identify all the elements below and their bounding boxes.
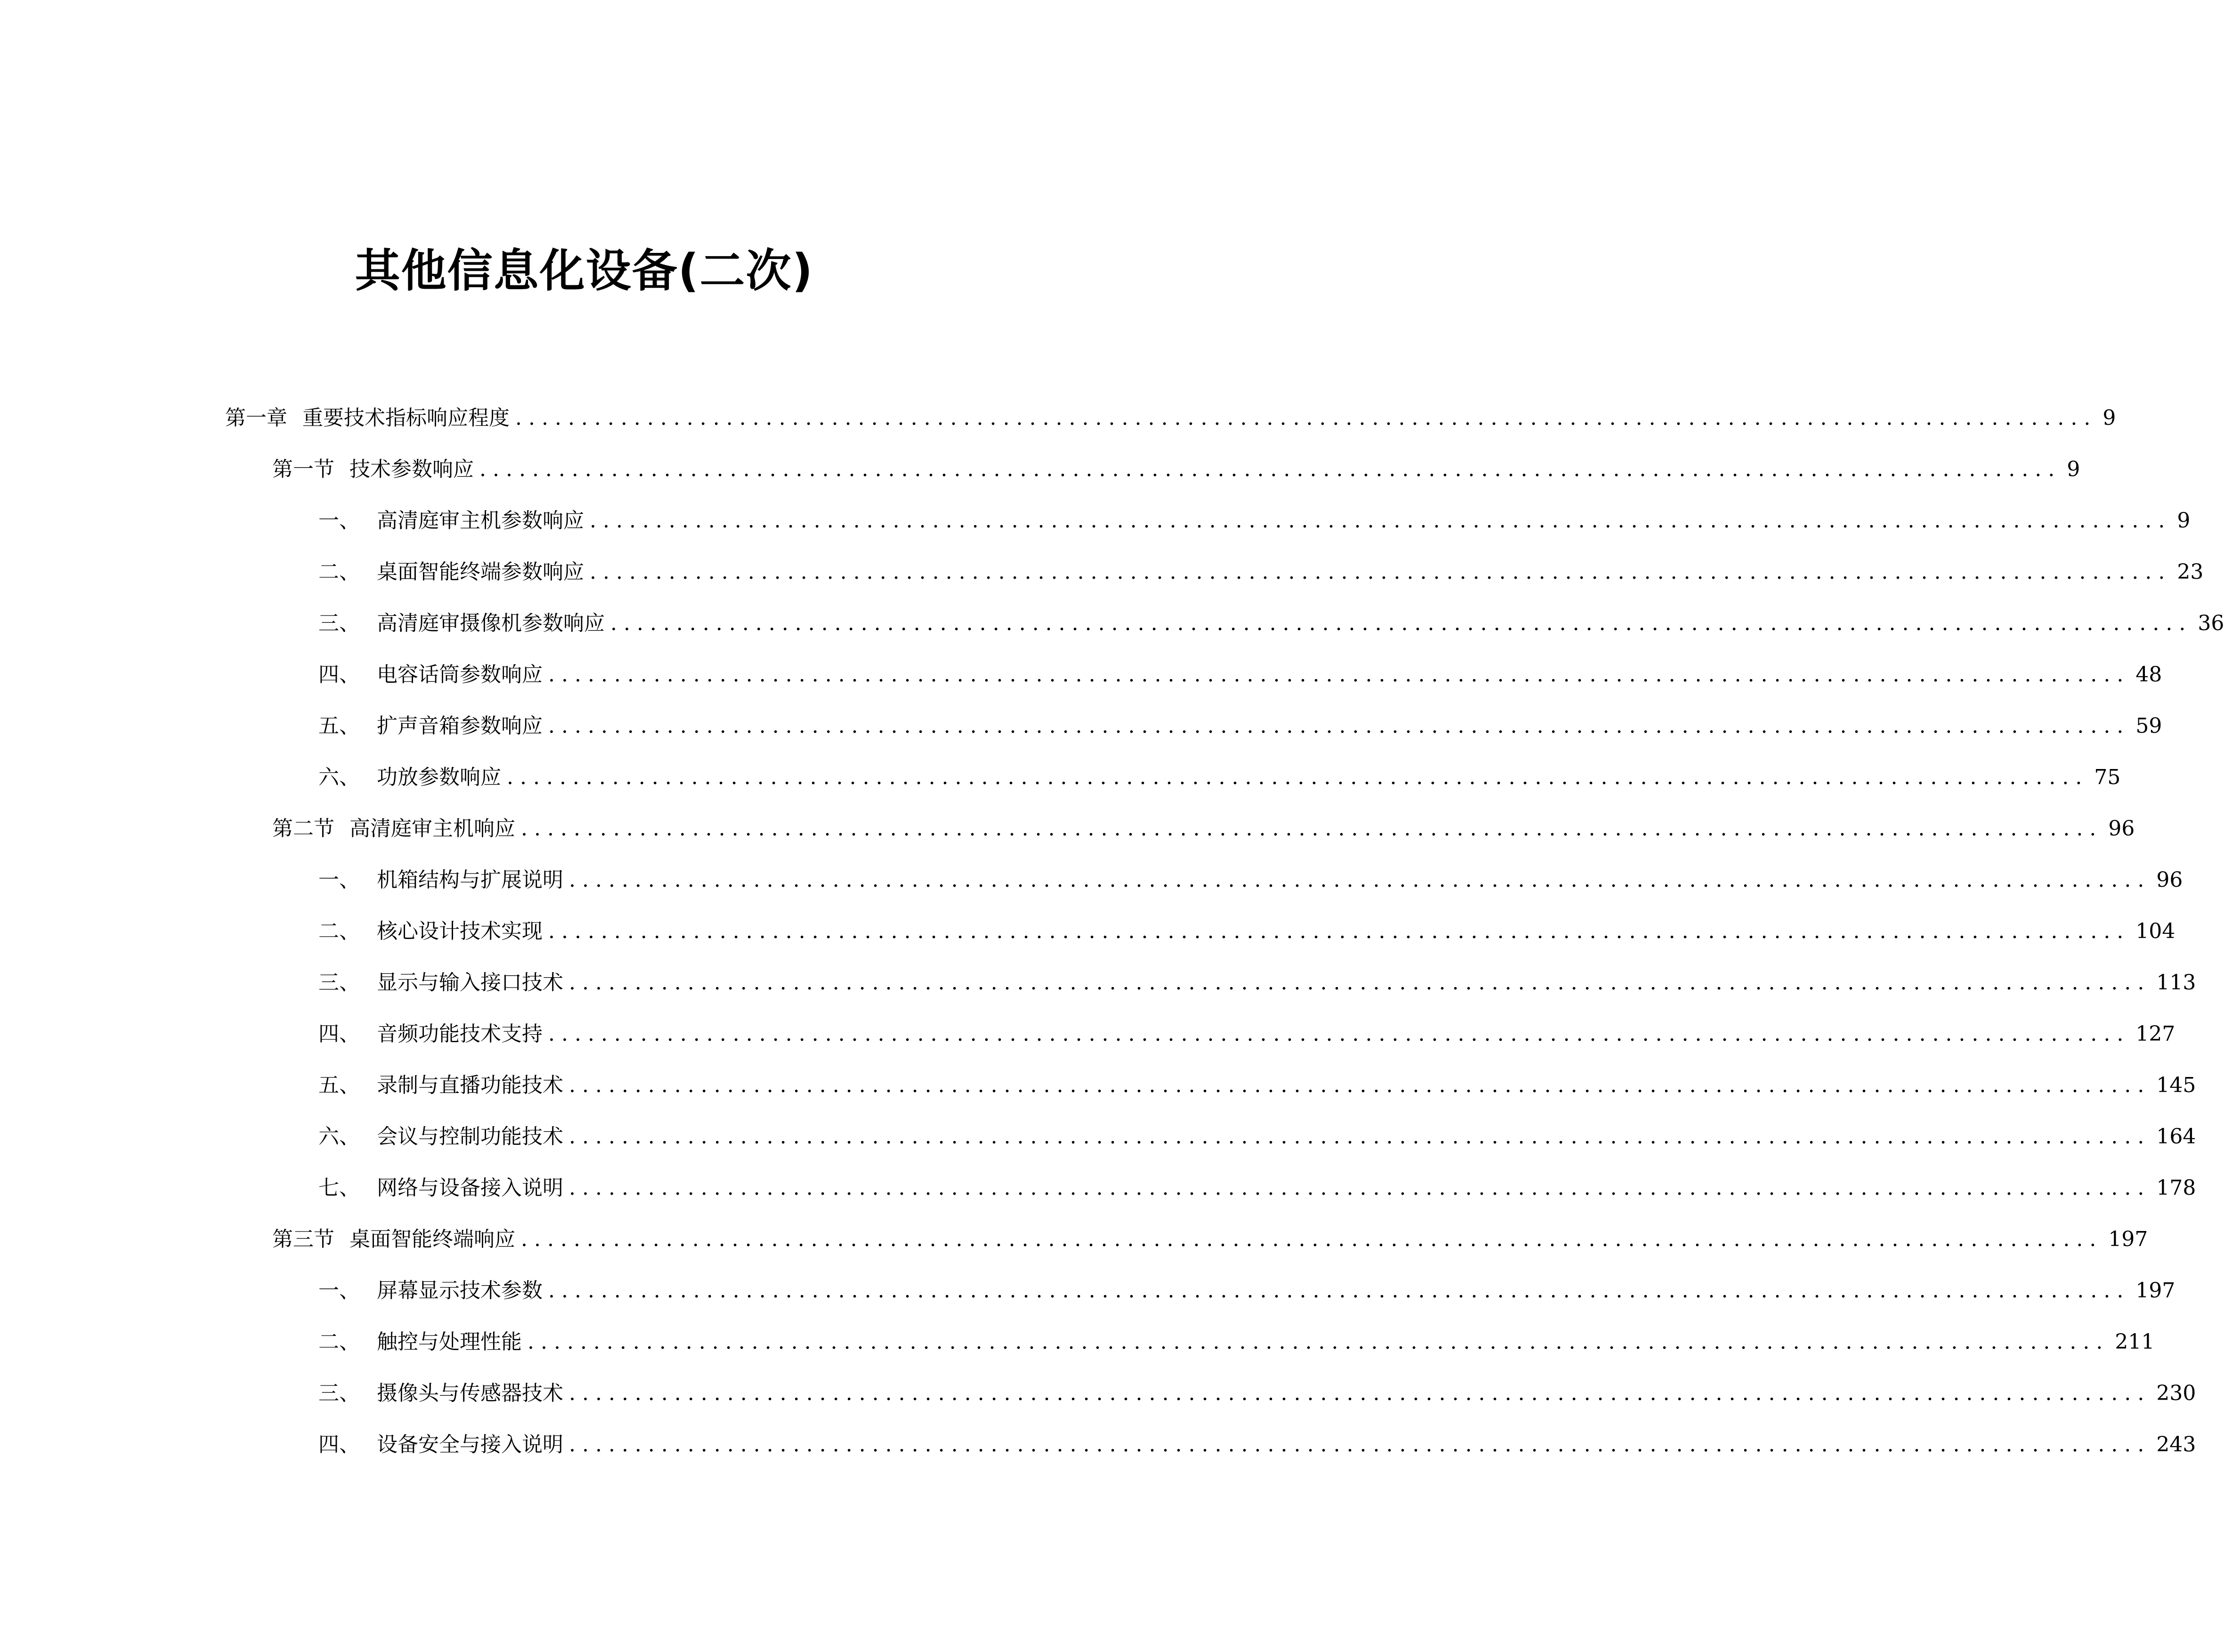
toc-leader: ........................................................................................................................ (528, 1330, 2110, 1354)
toc-page-number: 164 (2156, 1125, 2196, 1149)
toc-page-number: 9 (2177, 509, 2191, 533)
toc-page-number: 145 (2156, 1073, 2196, 1097)
toc-title: 显示与输入接口技术 (377, 971, 563, 995)
toc-leader: ........................................................................................................................ (479, 457, 2062, 481)
toc-title: 高清庭审主机响应 (349, 817, 515, 841)
toc-number: 六、 (318, 1125, 360, 1149)
toc-leader: ........................................................................................................................ (590, 509, 2172, 533)
toc-page-number: 197 (2135, 1279, 2175, 1303)
toc-item[interactable] (318, 704, 2162, 741)
toc-leader: ........................................................................................................................ (548, 663, 2130, 687)
toc-title: 高清庭审主机参数响应 (377, 509, 584, 533)
toc-number: 七、 (318, 1176, 360, 1200)
toc-page-number: 230 (2156, 1381, 2196, 1405)
toc-item[interactable] (318, 1371, 2196, 1409)
toc-title: 技术参数响应 (349, 457, 474, 481)
toc-leader: ........................................................................................................................ (521, 817, 2103, 841)
toc-title: 桌面智能终端响应 (349, 1227, 515, 1251)
toc-leader: ........................................................................................................................ (569, 1381, 2151, 1405)
toc-leader: ........................................................................................................................ (515, 406, 2097, 430)
toc-leader: ........................................................................................................................ (569, 1176, 2151, 1200)
toc-title: 会议与控制功能技术 (377, 1125, 563, 1149)
toc-title: 高清庭审摄像机参数响应 (377, 611, 605, 635)
toc-item[interactable] (318, 1114, 2196, 1152)
toc-page-number: 48 (2135, 663, 2162, 687)
toc-title: 网络与设备接入说明 (377, 1176, 563, 1200)
toc-item[interactable] (318, 1012, 2175, 1049)
toc-leader: ........................................................................................................................ (548, 919, 2130, 943)
toc-page-number: 211 (2115, 1330, 2155, 1354)
toc-leader: ........................................................................................................................ (569, 971, 2151, 995)
toc-item[interactable] (318, 1422, 2196, 1460)
toc-leader: ........................................................................................................................ (590, 560, 2172, 584)
toc-item[interactable] (318, 858, 2183, 895)
toc-page-number: 96 (2156, 868, 2183, 892)
toc-page-number: 36 (2198, 611, 2224, 635)
toc-title: 核心设计技术实现 (377, 919, 543, 943)
toc-number: 四、 (318, 1433, 360, 1457)
toc-leader: ........................................................................................................................ (521, 1227, 2103, 1251)
page-title: 其他信息化设备(二次) (355, 244, 814, 297)
toc-section-2[interactable] (272, 806, 2135, 844)
toc-title: 触控与处理性能 (377, 1330, 522, 1354)
toc-leader: ........................................................................................................................ (548, 1279, 2130, 1303)
toc-title: 电容话筒参数响应 (377, 663, 543, 687)
toc-section-3[interactable] (272, 1217, 2148, 1255)
toc-page-number: 59 (2135, 714, 2162, 738)
toc-leader: ........................................................................................................................ (569, 868, 2151, 892)
toc-item[interactable] (318, 960, 2196, 998)
toc-title: 音频功能技术支持 (377, 1022, 543, 1046)
toc-number: 四、 (318, 663, 360, 687)
toc-page-number: 9 (2102, 406, 2116, 430)
toc-chapter-1[interactable] (225, 396, 2116, 433)
toc-number: 三、 (318, 611, 360, 635)
toc-item[interactable] (318, 1166, 2196, 1203)
toc-page-number: 9 (2067, 457, 2080, 481)
toc-title: 录制与直播功能技术 (377, 1073, 563, 1097)
toc-number: 第二节 (272, 817, 334, 841)
toc-page-number: 243 (2156, 1433, 2196, 1457)
toc-leader: ........................................................................................................................ (569, 1125, 2151, 1149)
toc-title: 桌面智能终端参数响应 (377, 560, 584, 584)
toc-page-number: 96 (2108, 817, 2135, 841)
toc-section-1[interactable] (272, 447, 2080, 485)
toc-page-number: 113 (2156, 971, 2196, 995)
toc-number: 第三节 (272, 1227, 334, 1251)
toc-title: 机箱结构与扩展说明 (377, 868, 563, 892)
toc-leader: ........................................................................................................................ (548, 714, 2130, 738)
toc-number: 二、 (318, 1330, 360, 1354)
toc-number: 五、 (318, 1073, 360, 1097)
toc-leader: ........................................................................................................................ (548, 1022, 2130, 1046)
toc-page-number: 23 (2177, 560, 2204, 584)
toc-title: 摄像头与传感器技术 (377, 1381, 563, 1405)
toc-number: 二、 (318, 560, 360, 584)
toc-item[interactable] (318, 909, 2175, 947)
toc-title: 设备安全与接入说明 (377, 1433, 563, 1457)
toc-title: 重要技术指标响应程度 (302, 406, 510, 430)
toc-page-number: 75 (2094, 765, 2121, 789)
toc-number: 三、 (318, 971, 360, 995)
toc-number: 二、 (318, 919, 360, 943)
toc-title: 扩声音箱参数响应 (377, 714, 543, 738)
toc-number: 三、 (318, 1381, 360, 1405)
toc-item[interactable] (318, 1063, 2196, 1101)
toc-item[interactable] (318, 755, 2121, 793)
toc-leader: ........................................................................................................................ (610, 611, 2192, 635)
toc-item[interactable] (318, 652, 2162, 690)
toc-page-number: 178 (2156, 1176, 2196, 1200)
toc-item[interactable] (318, 498, 2191, 536)
toc-leader: ........................................................................................................................ (569, 1433, 2151, 1457)
toc-item[interactable] (318, 601, 2224, 639)
toc-page-number: 104 (2135, 919, 2175, 943)
toc-item[interactable] (318, 550, 2204, 587)
toc-number: 一、 (318, 1279, 360, 1303)
toc-page-number: 197 (2108, 1227, 2148, 1251)
toc-item[interactable] (318, 1268, 2175, 1306)
toc-page-number: 127 (2135, 1022, 2175, 1046)
toc-number: 第一章 (225, 406, 287, 430)
toc-number: 第一节 (272, 457, 334, 481)
toc-number: 五、 (318, 714, 360, 738)
toc-leader: ........................................................................................................................ (569, 1073, 2151, 1097)
toc-number: 四、 (318, 1022, 360, 1046)
toc-number: 一、 (318, 509, 360, 533)
toc-item[interactable] (318, 1320, 2155, 1357)
toc-leader: ........................................................................................................................ (507, 765, 2089, 789)
toc-title: 屏幕显示技术参数 (377, 1279, 543, 1303)
toc-number: 六、 (318, 765, 360, 789)
toc-number: 一、 (318, 868, 360, 892)
toc-title: 功放参数响应 (377, 765, 501, 789)
